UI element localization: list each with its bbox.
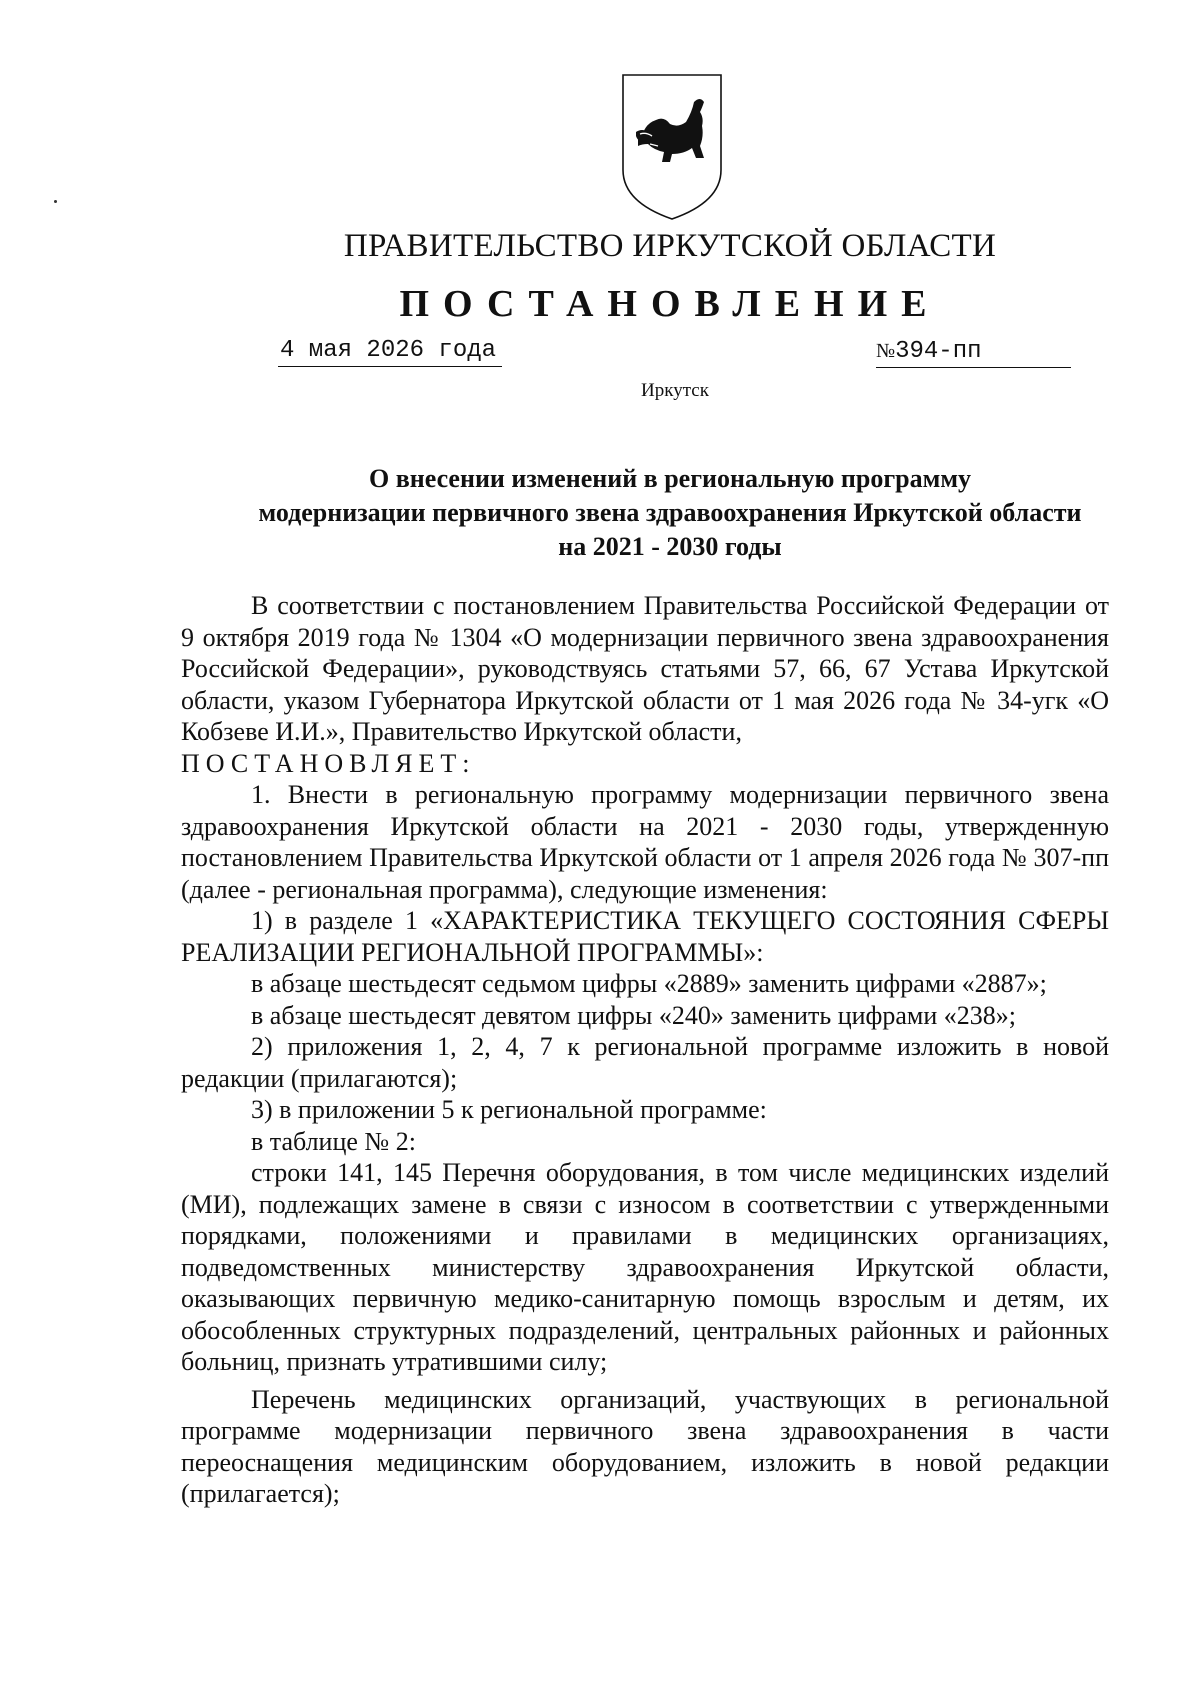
document-body (181, 590, 1109, 1510)
heading-line-1: О внесении изменений в региональную программу (368, 464, 972, 493)
rows-repeal-paragraph: строки 141, 145 Перечня оборудования, в том числе медицинских изделий (МИ), подлежащих замене в связи с износом в соответствии с утвержденными порядками, положениями и правилами в медицинских организациях, подведомственных министерству здравоохранения Иркутской области, оказывающих первичную медико-санитарную помощь взрослым и детям, их обособленных структурных подразделений, центральных районных и районных больниц, признать утратившими силу; (181, 1158, 1109, 1376)
irkutsk-coat-of-arms-icon (620, 72, 724, 222)
scan-speck (54, 200, 57, 203)
amendment-line-2: в абзаце шестьдесят девятом цифры «240» заменить цифрами «238»; (251, 1000, 1016, 1030)
clause-1-3-paragraph: 3) в приложении 5 к региональной программе: (251, 1095, 767, 1124)
document-type: ПОСТАНОВЛЕНИЕ (399, 283, 941, 325)
clause-1-2-paragraph: 2) приложения 1, 2, 4, 7 к региональной программе изложить в новой редакции (прилагаются); (181, 1032, 1109, 1093)
resolves-line: ПОСТАНОВЛЯЕТ: (181, 748, 476, 778)
clause-1-1-paragraph: 1) в разделе 1 «ХАРАКТЕРИСТИКА ТЕКУЩЕГО СОСТОЯНИЯ СФЕРЫ РЕАЛИЗАЦИИ РЕГИОНАЛЬНОЙ ПРОГРАММЫ»: (181, 906, 1109, 967)
preamble-paragraph: В соответствии с постановлением Правительства Российской Федерации от 9 октября 2019 года № 1304 «О модернизации первичного звена здравоохранения Российской Федерации», руководствуясь статьями 57, 66, 67 Устава Иркутской области, указом Губернатора Иркутской области от 1 мая 2026 года № 34-угк «О Кобзеве И.И.», Правительство Иркутской области, (181, 591, 1109, 746)
document-number-field (876, 336, 1071, 368)
organizations-list-paragraph: Перечень медицинских организаций, участвующих в региональной программе модернизации первичного звена здравоохранения в части переоснащения медицинским оборудованием, изложить в новой редакции (прилагается); (181, 1384, 1109, 1508)
heading-line-3: на 2021 - 2030 годы (558, 532, 782, 561)
heading-line-2: модернизации первичного звена здравоохранения Иркутской области (258, 498, 1082, 527)
table-reference-line: в таблице № 2: (251, 1126, 416, 1156)
clause-1-paragraph: 1. Внести в региональную программу модернизации первичного звена здравоохранения Иркутской области на 2021 - 2030 годы, утвержденную постановлением Правительства Иркутской области от 1 апреля 2026 года № 307-пп (далее - региональная программа), следующие изменения: (181, 780, 1109, 904)
document-date: 4 мая 2026 года (278, 336, 502, 367)
number-sign: № (876, 340, 896, 362)
document-city: Иркутск (641, 380, 709, 401)
document-number: 394-пп (895, 338, 982, 365)
document-heading (160, 462, 1180, 564)
amendment-line-1: в абзаце шестьдесят седьмом цифры «2889» заменить цифрами «2887»; (251, 969, 1047, 998)
government-title: ПРАВИТЕЛЬСТВО ИРКУТСКОЙ ОБЛАСТИ (343, 228, 997, 264)
